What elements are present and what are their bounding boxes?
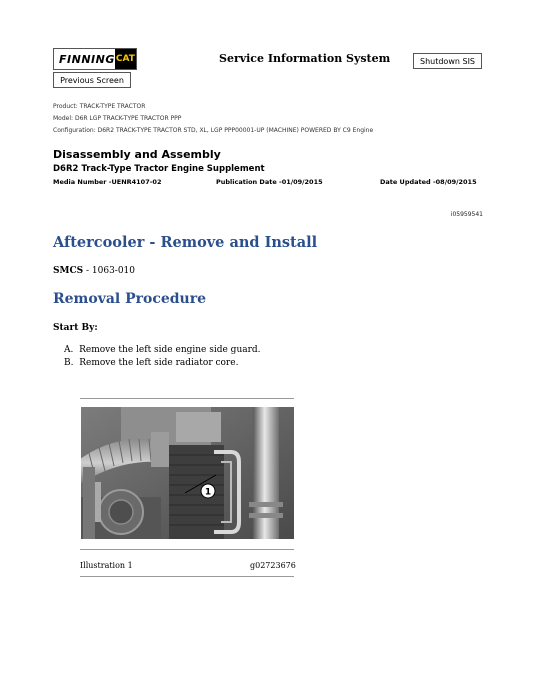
callout-number: 1 <box>204 487 212 498</box>
document-id: i05959541 <box>450 211 483 218</box>
removal-heading: Removal Procedure <box>53 291 207 307</box>
configuration-line: Configuration: D6R2 TRACK-TYPE TRACTOR STD, XL, LGP PPP00001-UP (MACHINE) POWERED BY C9 Engine <box>53 127 374 134</box>
illustration-label: Illustration 1 <box>80 561 133 570</box>
step-text: Remove the left side engine side guard. <box>79 345 261 355</box>
step-marker: A. <box>64 345 74 355</box>
cat-badge: CAT <box>115 49 136 69</box>
smcs-label: SMCS <box>53 266 84 276</box>
aftercooler-illustration <box>81 407 294 539</box>
section-title: Disassembly and Assembly <box>53 148 221 161</box>
illustration-photo <box>81 407 294 539</box>
product-line: Product: TRACK-TYPE TRACTOR <box>53 103 146 110</box>
illustration-bottom-rule <box>80 549 294 550</box>
start-by-label: Start By: <box>53 323 98 333</box>
media-number: Media Number -UENR4107-02 <box>53 178 162 186</box>
caption-bottom-rule <box>80 576 294 577</box>
smcs-code <box>53 266 135 276</box>
previous-screen-button[interactable]: Previous Screen <box>53 72 131 88</box>
document-subtitle: D6R2 Track-Type Tractor Engine Supplement <box>53 164 265 174</box>
model-line: Model: D6R LGP TRACK-TYPE TRACTOR PPP <box>53 115 182 122</box>
smcs-value: - 1063-010 <box>83 266 136 276</box>
step-a <box>64 345 261 355</box>
illustration-top-rule <box>80 398 294 399</box>
date-updated: Date Updated -08/09/2015 <box>380 178 477 186</box>
step-text: Remove the left side radiator core. <box>79 358 239 368</box>
publication-date: Publication Date -01/09/2015 <box>216 178 323 186</box>
illustration-id: g02723676 <box>250 561 296 570</box>
step-marker: B. <box>64 358 74 368</box>
finning-cat-logo <box>53 48 137 70</box>
shutdown-sis-button[interactable]: Shutdown SIS <box>413 53 482 69</box>
finning-wordmark: FINNING <box>59 52 115 66</box>
step-b <box>64 358 238 368</box>
procedure-title: Aftercooler - Remove and Install <box>53 234 318 251</box>
page-title: Service Information System <box>219 52 391 65</box>
